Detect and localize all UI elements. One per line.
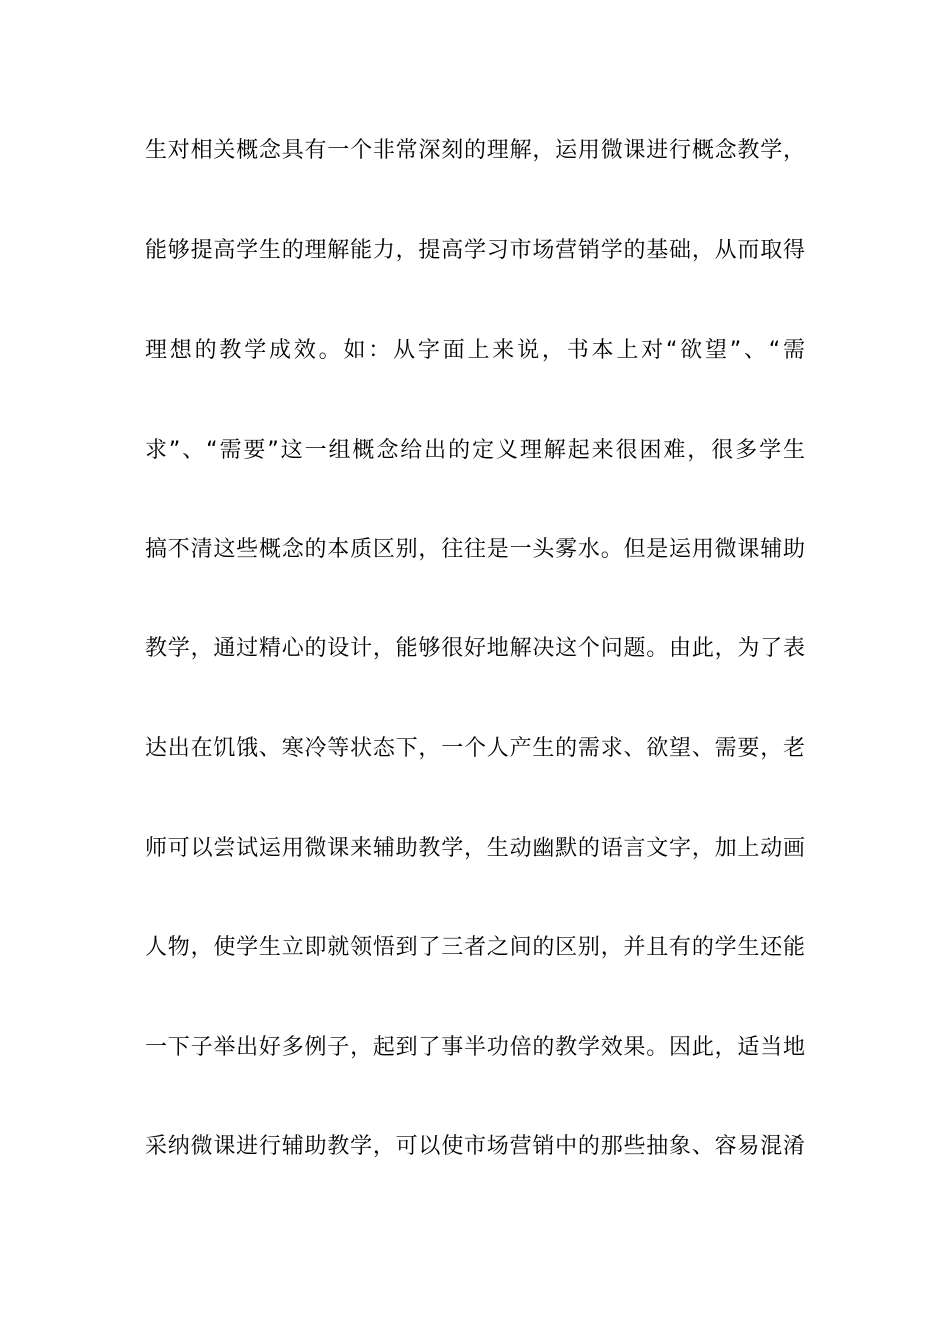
paragraph-line: 生对相关概念具有一个非常深刻的理解，运用微课进行概念教学， (145, 138, 805, 163)
paragraph-line: 达出在饥饿、寒冷等状态下，一个人产生的需求、欲望、需要，老 (145, 736, 805, 761)
paragraph-line: 能够提高学生的理解能力，提高学习市场营销学的基础，从而取得 (145, 238, 805, 263)
paragraph-line: 求”、“需要”这一组概念给出的定义理解起来很困难，很多学生 (145, 438, 805, 463)
paragraph-line: 教学，通过精心的设计，能够很好地解决这个问题。由此，为了表 (145, 636, 805, 661)
paragraph-line: 采纳微课进行辅助教学，可以使市场营销中的那些抽象、容易混淆 (145, 1134, 805, 1159)
paragraph-line: 理想的教学成效。如：从字面上来说，书本上对“欲望”、“需 (145, 338, 805, 363)
paragraph-line: 一下子举出好多例子，起到了事半功倍的教学效果。因此，适当地 (145, 1035, 805, 1060)
paragraph-line: 师可以尝试运用微课来辅助教学，生动幽默的语言文字，加上动画 (145, 836, 805, 861)
paragraph-line: 人物，使学生立即就领悟到了三者之间的区别，并且有的学生还能 (145, 935, 805, 960)
paragraph-line: 搞不清这些概念的本质区别，往往是一头雾水。但是运用微课辅助 (145, 537, 805, 562)
